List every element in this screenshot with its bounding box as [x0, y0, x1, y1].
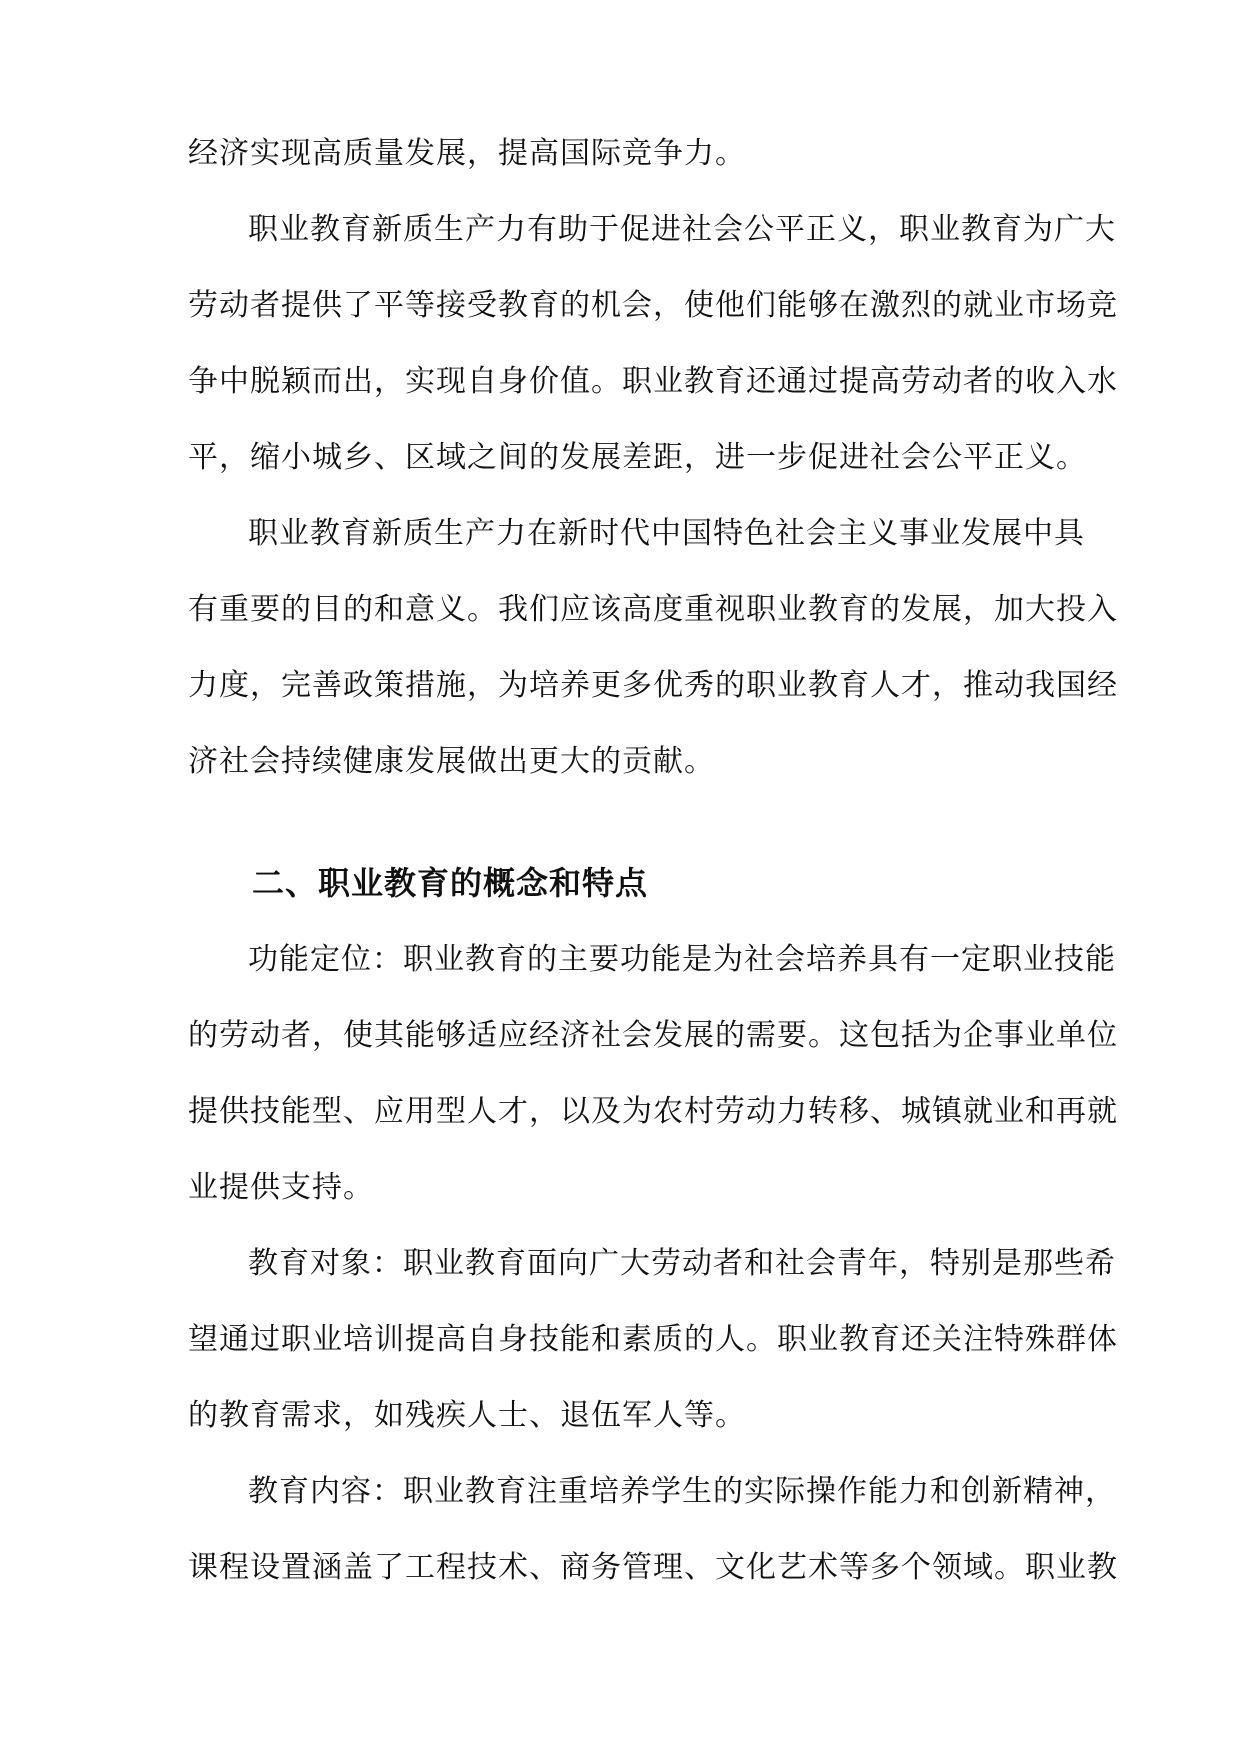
paragraph-line: 平，缩小城乡、区域之间的发展差距，进一步促进社会公平正义。 [188, 440, 1087, 475]
paragraph-line: 济社会持续健康发展做出更大的贡献。 [188, 744, 715, 779]
paragraph-line: 课程设置涵盖了工程技术、商务管理、文化艺术等多个领域。职业教 [188, 1550, 1118, 1585]
paragraph-line: 教育对象：职业教育面向广大劳动者和社会青年，特别是那些希 [248, 1246, 1116, 1281]
paragraph-line: 职业教育新质生产力有助于促进社会公平正义，职业教育为广大 [248, 212, 1116, 247]
paragraph-line: 教育内容：职业教育注重培养学生的实际操作能力和创新精神， [248, 1474, 1116, 1509]
paragraph-line: 功能定位：职业教育的主要功能是为社会培养具有一定职业技能 [248, 942, 1116, 977]
paragraph-continuation [188, 116, 1053, 192]
paragraph-significance [188, 496, 1118, 800]
paragraph-line: 业提供支持。 [188, 1170, 374, 1205]
paragraph-line: 争中脱颖而出，实现自身价值。职业教育还通过提高劳动者的收入水 [188, 364, 1118, 399]
section-heading: 二、职业教育的概念和特点 [252, 864, 649, 902]
paragraph-social-equity [188, 192, 1118, 496]
paragraph-line: 提供技能型、应用型人才，以及为农村劳动力转移、城镇就业和再就 [188, 1094, 1118, 1129]
paragraph-line: 职业教育新质生产力在新时代中国特色社会主义事业发展中具 [248, 516, 1085, 551]
paragraph-line: 有重要的目的和意义。我们应该高度重视职业教育的发展，加大投入 [188, 592, 1118, 627]
paragraph-line: 力度，完善政策措施，为培养更多优秀的职业教育人才，推动我国经 [188, 668, 1118, 703]
paragraph-function-positioning [188, 922, 1118, 1226]
paragraph-line: 劳动者提供了平等接受教育的机会，使他们能够在激烈的就业市场竞 [188, 288, 1118, 323]
paragraph-line: 望通过职业培训提高自身技能和素质的人。职业教育还关注特殊群体 [188, 1322, 1118, 1357]
paragraph-line: 经济实现高质量发展，提高国际竞争力。 [188, 136, 746, 171]
paragraph-line: 的劳动者，使其能够适应经济社会发展的需要。这包括为企事业单位 [188, 1018, 1118, 1053]
paragraph-education-content [188, 1454, 1118, 1606]
paragraph-line: 的教育需求，如残疾人士、退伍军人等。 [188, 1398, 746, 1433]
paragraph-education-target [188, 1226, 1118, 1454]
